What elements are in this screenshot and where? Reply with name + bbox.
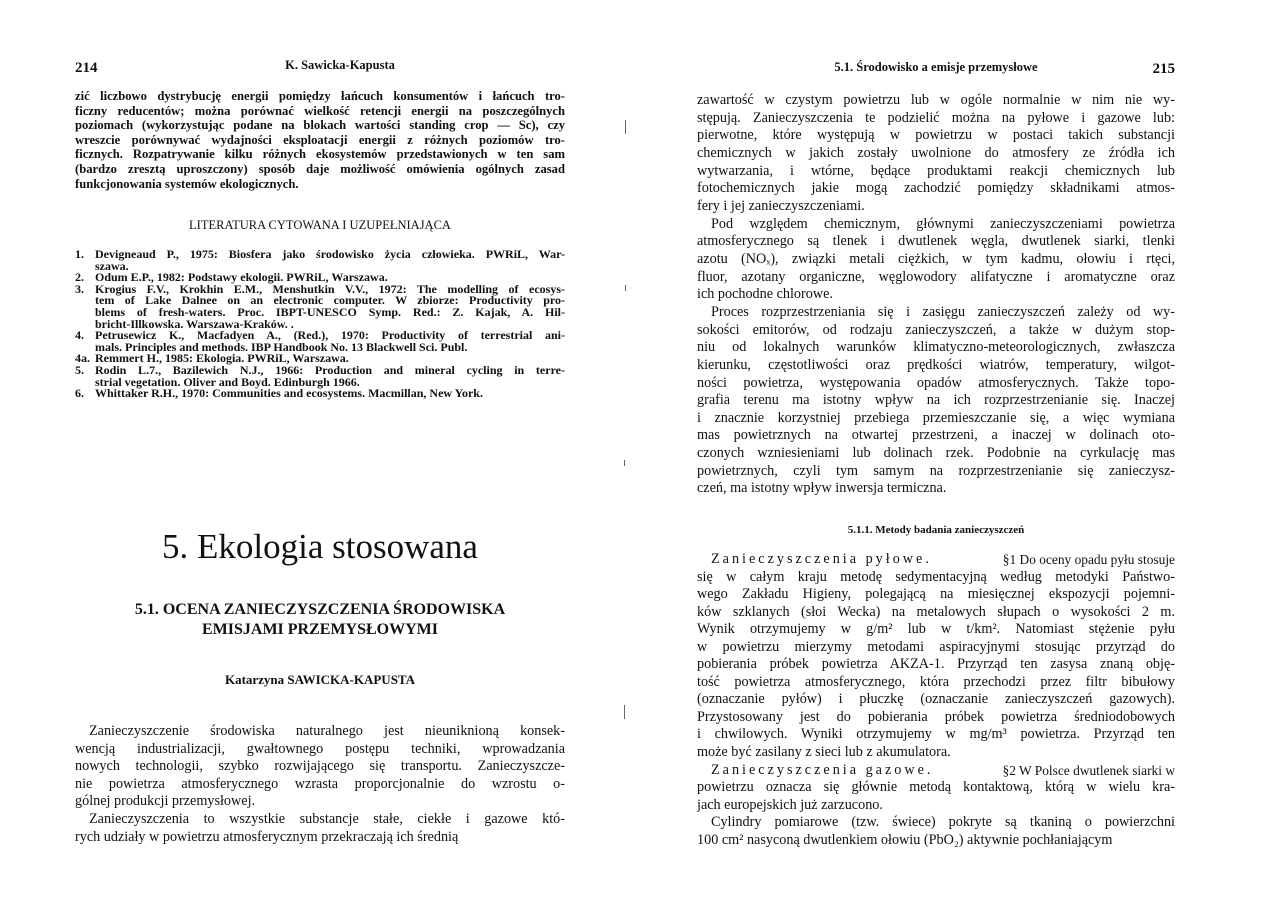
reference-number: 3.	[75, 281, 84, 296]
text-line: 100 cm² nasyconą dwutlenkiem ołowiu (PbO₂) aktywnie pochłaniającym	[697, 831, 1113, 848]
running-head-left: K. Sawicka-Kapusta	[285, 58, 395, 72]
reference-line: bricht-Illkowska. Warszawa-Kraków. .	[95, 316, 294, 331]
text-line: Pod względem chemicznym, głównymi zanieczyszczeniami powietrza	[711, 215, 1175, 232]
text-line: pobierania próbek powietrza AKZA-1. Przyrząd ten zasysa znaną obję-	[697, 656, 1175, 673]
subsection-heading: 5.1.1. Metody badania zanieczyszczeń	[847, 524, 1025, 536]
text-line: fluor, azotany organiczne, węglowodory alifatyczne i aromatyczne oraz	[697, 268, 1175, 285]
reference-list	[75, 249, 565, 400]
text-line: wencją industrializacji, gwałtownego postępu techniki, wprowadzania	[75, 740, 565, 757]
spaced-term: Zanieczyszczenia pyłowe.	[711, 551, 932, 567]
scan-mark	[625, 285, 626, 291]
spaced-term: Zanieczyszczenia gazowe.	[711, 761, 934, 778]
text-line: zawartość w czystym powietrzu lub w ogóle normalnie w nim nie wy-	[697, 92, 1175, 108]
text-line: w powietrzu mierzymy metodami aspiracyjnymi stosując przyrząd do	[697, 638, 1175, 655]
text-line: (oznaczanie pyłów) i płuczkę (oznaczanie zanieczyszczeń gazowych).	[697, 691, 1175, 708]
reference-item	[75, 388, 565, 400]
body-text-right-methods	[697, 551, 1175, 849]
text-line: Wynik otrzymujemy w g/m² lub w t/km². Natomiast stężenie pyłu	[697, 621, 1175, 638]
text-line: poziomach (wykorzystując podane na blokach wartości standing crop — Sc), czy	[75, 118, 565, 133]
reference-number: 2.	[75, 270, 84, 285]
text-line: nie powietrza atmosferycznego wzrasta proporcjonalnie do wzrostu o-	[75, 775, 565, 792]
reference-line: Whittaker R.H., 1970: Communities and ecosystems. Macmillan, New York.	[95, 386, 483, 401]
reference-line: mals. Principles and methods. IBP Handbook No. 13 Blackwell Sci. Publ.	[95, 339, 468, 354]
text-line: ficznych. Rozpatrywanie kilku różnych ekosystemów przedstawionych w ten sam	[75, 147, 565, 162]
text-line: ich pochodne chlorowe.	[697, 286, 833, 303]
text-line: (bardzo zresztą uproszczony) sposób daje możliwość omówienia ogólnych zasad	[75, 161, 565, 176]
text-line: Przystosowany jest do pobierania próbek powietrza średniodobowych	[697, 708, 1175, 725]
chapter-author: Katarzyna SAWICKA-KAPUSTA	[224, 672, 416, 687]
scan-mark	[624, 705, 625, 719]
text-line: ków szklanych (słoi Wecka) na metalowych słupach o wysokości 2 m.	[697, 603, 1175, 620]
text-line-rest: §2 W Polsce dwutlenek siarki w	[1002, 762, 1175, 778]
literature-heading: LITERATURA CYTOWANA I UZUPEŁNIAJĄCA	[189, 218, 451, 232]
text-line: Zanieczyszczenia to wszystkie substancje stałe, ciekłe i gazowe któ-	[89, 810, 565, 827]
text-line: zić liczbowo dystrybucję energii pomiędzy łańcuch konsumentów i łańcuch tro-	[75, 89, 565, 103]
text-line	[697, 551, 1175, 569]
text-line: Cylindry pomiarowe (tzw. świece) pokryte są tkaniną o powierzchni	[711, 814, 1175, 831]
body-text-right	[697, 92, 1175, 498]
text-line: funkcjonowania systemów ekologicznych.	[75, 176, 299, 191]
reference-line: szawa.	[95, 258, 129, 273]
chapter-title: 5. Ekologia stosowana	[162, 527, 478, 566]
reference-line: Remmert H., 1985: Ekologia. PWRiL, Warszawa.	[95, 351, 349, 366]
text-line: Proces rozprzestrzeniania się i zasięgu zanieczyszczeń zależy od wy-	[711, 303, 1175, 320]
body-text-left	[75, 723, 565, 846]
text-line: rych udziały w powietrzu atmosferycznym przekraczają ich średnią	[75, 828, 459, 845]
reference-number: 4a.	[75, 351, 90, 366]
text-line	[697, 762, 1175, 780]
reference-item	[75, 330, 565, 353]
text-line: fery i jej zanieczyszczeniami.	[697, 197, 865, 214]
text-line: grafia terenu ma istotny wpływ na ich rozprzestrzenianie się. Inaczej	[697, 392, 1175, 409]
text-line: nowych technologii, szybko rozwijającego się transportu. Zanieczyszcze-	[75, 758, 565, 775]
reference-line: blems of fresh-waters. Proc. IBPT-UNESCO Symp. Red.: Z. Kajak, A. Hil-	[95, 304, 565, 319]
reference-item	[75, 249, 565, 272]
text-line: gólnej produkcji przemysłowej.	[75, 793, 256, 810]
text-line: fotochemicznych jakie mogą zachodzić pomiędzy składnikami atmos-	[697, 180, 1175, 197]
reference-line: Krogius F.V., Krokhin E.M., Menshutkin V.V., 1972: The modelling of ecosys-	[95, 281, 565, 296]
text-line: ficzny reducentów; można porównać wielkość retencji energii na poszczególnych	[75, 103, 565, 118]
text-line: atmosferycznego są tlenek i dwutlenek węgla, dwutlenek siarki, tlenki	[697, 233, 1175, 250]
text-line: chemicznych w jakich zostały uwolnione do atmosfery ze źródła ich	[697, 144, 1175, 161]
reference-number: 5.	[75, 362, 84, 377]
intro-paragraph	[75, 89, 565, 191]
text-line-rest: §1 Do oceny opadu pyłu stosuje	[1002, 552, 1175, 567]
section-title-line: 5.1. OCENA ZANIECZYSZCZENIA ŚRODOWISKA	[134, 601, 506, 618]
text-line: wytwarzania, i wtórne, będące produktami reakcji chemicznych lub	[697, 162, 1175, 179]
section-title	[75, 600, 565, 640]
reference-line: tem of Lake Dalnee on an electronic computer. W zbiorze: Productivity pro-	[95, 293, 565, 308]
text-line: ności powietrza, występowania opadów atmosferycznych. Także topo-	[697, 374, 1175, 391]
text-line: pierwotne, które występują w powietrzu w postaci takich substancji	[697, 127, 1175, 144]
reference-number: 4.	[75, 328, 84, 343]
text-line: może być zasilany z sieci lub z akumulatora.	[697, 744, 951, 761]
reference-line: Odum E.P., 1982: Podstawy ekologii. PWRiL, Warszawa.	[95, 270, 388, 285]
text-line: wego Zakładu Higieny, polegającą na miesięcznej ekspozycji pojemni-	[697, 586, 1175, 603]
text-line: i chwilowych. Wyniki otrzymujemy w mg/m³ powietrza. Przyrząd ten	[697, 726, 1175, 743]
scan-mark	[625, 120, 626, 134]
page-number-right: 215	[1152, 61, 1175, 77]
text-line: azotu (NOₓ), związki metali ciężkich, w tym kadmu, ołowiu i rtęci,	[697, 250, 1175, 267]
reference-line: strial vegetation. Oliver and Boyd. Edinburgh 1966.	[95, 374, 360, 389]
text-line: niu od lokalnych warunków klimatyczno-meteorologicznych, zwłaszcza	[697, 339, 1175, 356]
text-line: i znacznie korzystniej przebiega przemieszczanie się, a więc wymiana	[697, 409, 1175, 426]
text-line: jach europejskich już zarzucono.	[697, 796, 883, 813]
text-line: Zanieczyszczenie środowiska naturalnego jest nieuniknioną konsek-	[89, 723, 565, 739]
text-line: wreszcie porównywać wydajności eksploatacji energii z różnych poziomów tro-	[75, 132, 565, 147]
reference-item	[75, 362, 565, 389]
text-line: się w całym kraju metodę sedymentacyjną według metodyki Państwo-	[697, 568, 1175, 585]
text-line: mas powietrznych na otwartej przestrzeni, a inaczej w dolinach oto-	[697, 427, 1175, 444]
reference-line: Devigneaud P., 1975: Biosfera jako środowisko życia człowieka. PWRiL, War-	[95, 247, 565, 261]
text-line: sokości emitorów, od rodzaju zanieczyszczeń, a także w dużym stop-	[697, 321, 1175, 338]
text-line: tość powietrza atmosferycznego, która przechodzi przez filtr bibułowy	[697, 673, 1175, 690]
text-line: powietrzu oznacza się głównie metodą kontaktową, którą w wielu kra-	[697, 779, 1175, 796]
text-line: czonych wzniesieniami lub dolinach rzek. Podobnie na cyrkulację mas	[697, 445, 1175, 462]
running-head-right: 5.1. Środowisko a emisje przemysłowe	[834, 60, 1038, 74]
page-number-left: 214	[75, 60, 98, 76]
reference-item	[75, 281, 565, 331]
reference-line: Petrusewicz K., Macfadyen A., (Red.), 1970: Productivity of terrestrial ani-	[95, 328, 565, 343]
reference-number: 1.	[75, 247, 84, 261]
reference-number: 6.	[75, 386, 84, 401]
scan-mark	[624, 460, 625, 466]
text-line: czeń, ma istotny wpływ inwersja termiczna.	[697, 480, 947, 497]
reference-line: Rodin L.7., Bazilewich N.J., 1966: Production and mineral cycling in terre-	[95, 362, 565, 377]
text-line: kierunku, częstotliwości oraz prędkości wiatrów, temperatury, wilgot-	[697, 356, 1175, 373]
text-line: powietrznych, czyli tym samym na rozprzestrzenianie się zanieczysz-	[697, 462, 1175, 479]
text-line: stępują. Zanieczyszczenia te podzielić można na pyłowe i gazowe lub:	[697, 109, 1175, 126]
section-title-line: EMISJAMI PRZEMYSŁOWYMI	[201, 621, 438, 638]
